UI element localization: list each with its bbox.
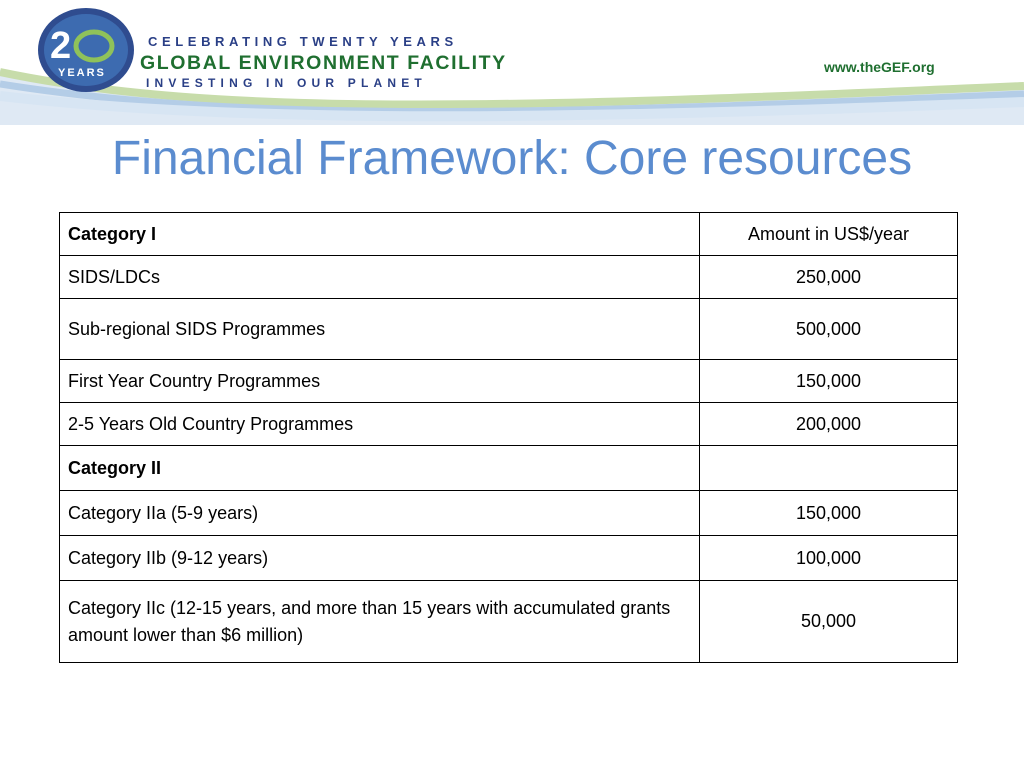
amount-cell: 200,000 <box>700 403 958 446</box>
mission-tagline: INVESTING IN OUR PLANET <box>146 76 427 90</box>
table-row <box>60 581 958 663</box>
category-subheader-cell: Category II <box>60 446 700 491</box>
amount-cell: 150,000 <box>700 360 958 403</box>
amount-cell: 150,000 <box>700 491 958 536</box>
slide-title: Financial Framework: Core resources <box>111 132 913 185</box>
amount-cell <box>700 446 958 491</box>
amount-cell: 250,000 <box>700 256 958 299</box>
twenty-years-logo <box>36 6 136 94</box>
table-row <box>60 536 958 581</box>
table-row <box>60 491 958 536</box>
website-link[interactable]: www.theGEF.org <box>824 59 935 75</box>
category-cell: Sub-regional SIDS Programmes <box>60 299 700 360</box>
table-row <box>60 360 958 403</box>
organization-name: GLOBAL ENVIRONMENT FACILITY <box>140 52 507 74</box>
amount-cell: 50,000 <box>700 581 958 663</box>
amount-cell: 100,000 <box>700 536 958 581</box>
table-header-row <box>60 213 958 256</box>
celebration-tagline: CELEBRATING TWENTY YEARS <box>148 34 458 49</box>
logo-number: 2 <box>50 25 72 67</box>
table-row <box>60 299 958 360</box>
table-row <box>60 446 958 491</box>
table-row <box>60 403 958 446</box>
category-cell: SIDS/LDCs <box>60 256 700 299</box>
category-cell: First Year Country Programmes <box>60 360 700 403</box>
amount-header-cell: Amount in US$/year <box>700 213 958 256</box>
category-cell: Category IIc (12-15 years, and more than 15 years with accumulated grants amount lower than $6 million) <box>60 581 700 663</box>
core-resources-table <box>59 212 958 663</box>
amount-cell: 500,000 <box>700 299 958 360</box>
slide-header <box>0 0 1024 125</box>
category-cell: 2-5 Years Old Country Programmes <box>60 403 700 446</box>
category-cell: Category IIb (9-12 years) <box>60 536 700 581</box>
logo-years-label: YEARS <box>58 67 106 79</box>
table-row <box>60 256 958 299</box>
category-cell: Category IIa (5-9 years) <box>60 491 700 536</box>
category-header-cell: Category I <box>60 213 700 256</box>
